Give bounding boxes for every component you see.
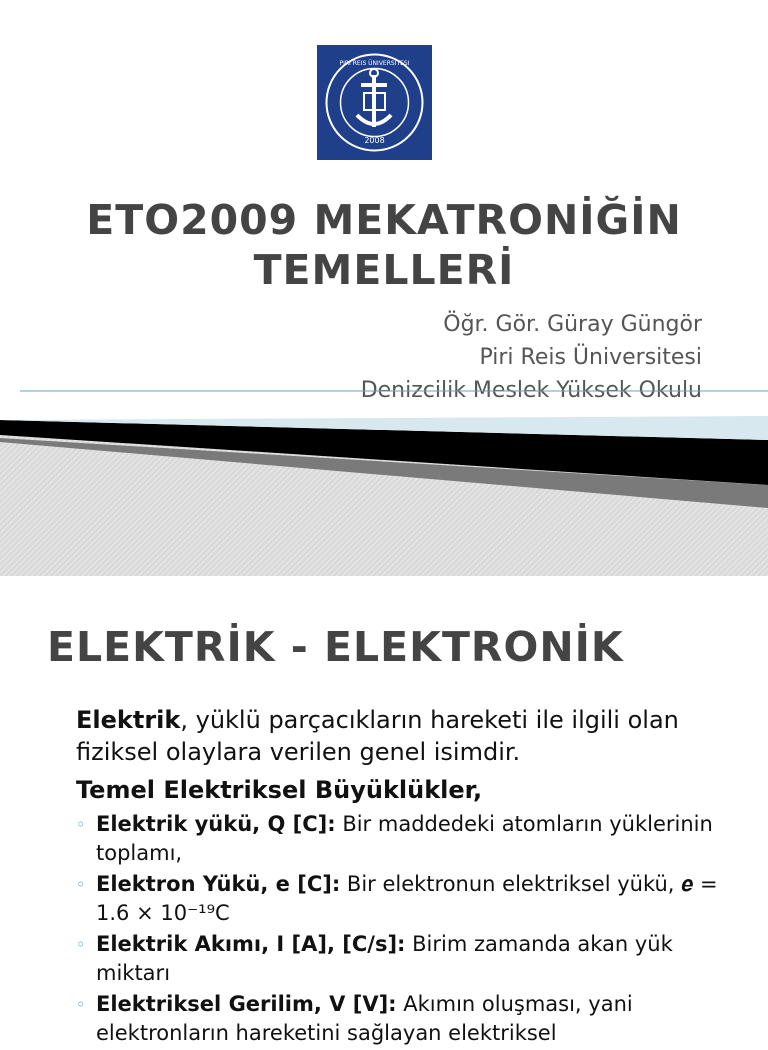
item-term: Elektrik yükü, Q [C]: [96, 812, 336, 836]
anchor-emblem-icon [317, 45, 432, 160]
circle-bullet-icon: ◦ [76, 995, 86, 1014]
title-line-2: TEMELLERİ [253, 246, 515, 294]
subtitle-author: Öğr. Gör. Güray Güngör [443, 312, 702, 337]
intro-text: , yüklü parçacıkların hareketi ile ilgili olan fiziksel olaylara verilen genel isimdir. [76, 706, 679, 766]
circle-bullet-icon: ◦ [76, 815, 86, 834]
item-term: Elektron Yükü, e [C]: [96, 872, 341, 896]
slide-title: ELEKTRİK - ELEKTRONİK [47, 623, 624, 671]
item-term: Elektriksel Gerilim, V [V]: [96, 992, 397, 1016]
item-description: Birim zamanda akan yük miktarı [96, 932, 673, 985]
presentation-title [0, 195, 768, 295]
circle-bullet-icon: ◦ [76, 935, 86, 954]
item-description: Bir maddedeki atomların yüklerinin toplamı, [96, 812, 713, 865]
university-logo [317, 45, 432, 160]
item-description: Bir elektronun elektriksel yükü, 𝒆 = 1.6 × 10⁻¹⁹C [96, 872, 718, 925]
intro-term: Elektrik [76, 706, 181, 734]
decorative-band [0, 380, 768, 576]
content-slide [0, 576, 768, 1045]
subtitle-school: Denizcilik Meslek Yüksek Okulu [360, 378, 702, 403]
circle-bullet-icon: ◦ [76, 875, 86, 894]
list-item [76, 870, 726, 928]
quantity-list [76, 810, 726, 1048]
item-term: Elektrik Akımı, I [A], [C/s]: [96, 932, 406, 956]
logo-year: 2008 [364, 136, 385, 145]
item-description: Akımın oluşması, yani elektronların hareketini sağlayan elektriksel [96, 992, 633, 1045]
list-item [76, 810, 726, 868]
section-heading: Temel Elektriksel Büyüklükler, [76, 776, 483, 804]
slide-body [76, 704, 726, 1050]
list-item [76, 990, 726, 1048]
subtitle-university: Piri Reis Üniversitesi [479, 345, 702, 370]
list-item [76, 930, 726, 988]
title-line-1: ETO2009 MEKATRONİĞİN [86, 196, 682, 244]
logo-arc-text: PIRI REIS ÜNIVERSITESI [339, 60, 410, 67]
intro-paragraph [76, 704, 726, 768]
